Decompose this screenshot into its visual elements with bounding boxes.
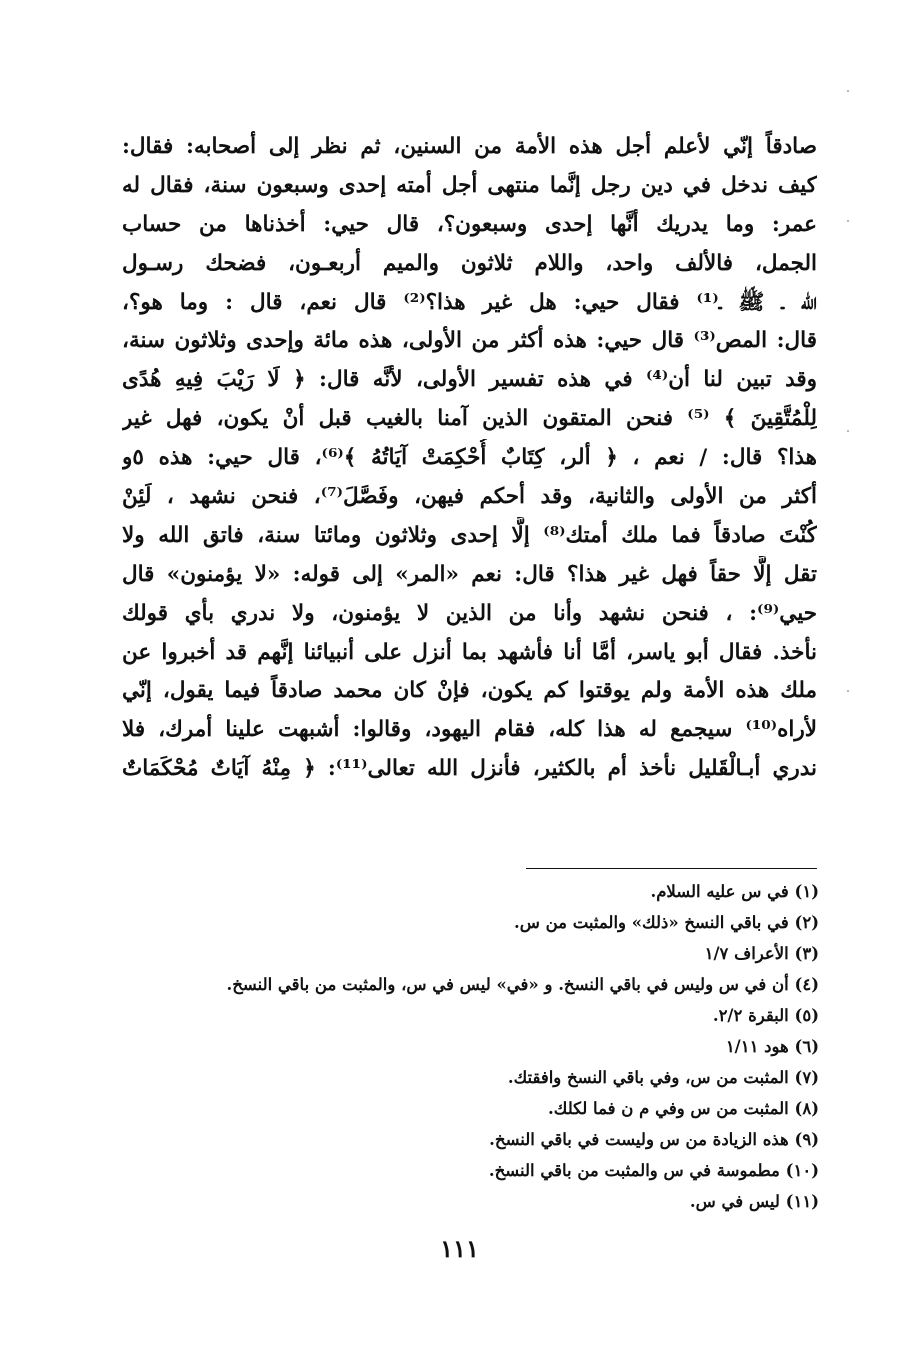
text-line: عمر: وما يدريك أنَّها إحدى وسبعون؟، قال حيي: أخذناها من حساب: [122, 211, 817, 237]
footnote: (٥) البقرة ٢/٢.: [712, 1006, 819, 1025]
footnote: (١١) ليس في س.: [689, 1192, 819, 1211]
footnotes: [159, 876, 819, 1217]
footnote: (١) في س عليه السلام.: [650, 882, 819, 901]
footnote: (٦) هود ١/١١: [725, 1037, 819, 1056]
footnote: (٣) الأعراف ١/٧: [704, 944, 819, 963]
text-line: صادقاً إنّي لأعلم أجل هذه الأمة من السنين، ثم نظر إلى أصحابه: فقال:: [122, 134, 817, 159]
scan-speck: [847, 430, 849, 432]
text-line: نأخذ. فقال أبو ياسر، أمَّا أنا فأشهد بما أنزل على أنبيائنا إنَّهم قد أخبروا عن: [122, 639, 817, 665]
text-line: قال: المص⁽³⁾ قال حيي: هذه أكثر من الأولى، هذه مائة وإحدى وثلاثون سنة،: [122, 328, 817, 354]
footnote: (١٠) مطموسة في س والمثبت من باقي النسخ.: [488, 1161, 819, 1180]
text-line: لِلْمُتَّقِينَ ﴾ ⁽⁵⁾ فنحن المتقون الذين آمنا بالغيب قبل أنْ يكون، فهل غير: [122, 406, 817, 432]
text-line: تقل إلَّا حقاً فهل غير هذا؟ قال: نعم «المر» إلى قوله: «لا يؤمنون» قال: [122, 561, 817, 587]
text-line: ملك هذه الأمة ولم يوقتوا كم يكون، فإنْ كان محمد صادقاً فيما يقول، إنّي: [122, 678, 817, 704]
footnote: (٨) المثبت من س وفي م ن فما لكلك.: [548, 1099, 819, 1118]
text-line: وقد تبين لنا أن⁽⁴⁾ في هذه تفسير الأولى، لأنَّه قال: ﴿ لَا رَيْبَ فِيهِ هُدًى: [122, 367, 817, 393]
scan-speck: [847, 90, 849, 92]
footnote: (٩) هذه الزيادة من س وليست في باقي النسخ.: [489, 1130, 819, 1149]
main-text: [122, 128, 817, 789]
text-line: كيف ندخل في دين رجل إنَّما منتهى أجل أمته إحدى وسبعون سنة، فقال له: [122, 172, 817, 198]
scan-speck: [847, 220, 849, 222]
text-line: لأراه⁽¹⁰⁾ سيجمع له هذا كله، فقام اليهود، وقالوا: أشبهت علينا أمرك، فلا: [122, 717, 817, 743]
text-line: كُنْتَ صادقاً فما ملك أمتك⁽⁸⁾ إلَّا إحدى وثلاثون ومائتا سنة، فاتق الله ولا: [122, 522, 817, 548]
footnote: (٧) المثبت من س، وفي باقي النسخ وافقتك.: [507, 1068, 819, 1087]
text-line: حيي⁽⁹⁾: ، فنحن نشهد وأنا من الذين لا يؤمنون، ولا ندري بأي قولك: [122, 600, 817, 626]
text-line: الله ـ ﷺ ـ⁽¹⁾ فقال حيي: هل غير هذا؟⁽²⁾ قال نعم، قال : وما هو؟،: [122, 289, 817, 315]
footnote: (٤) أن في س وليس في باقي النسخ. و «في» ليس في س، والمثبت من باقي النسخ.: [226, 975, 819, 994]
footnote: (٢) في باقي النسخ «ذلك» والمثبت من س.: [513, 913, 819, 932]
scan-speck: [847, 690, 849, 692]
footnote-divider: [526, 868, 817, 869]
text-line: أكثر من الأولى والثانية، وقد أحكم فيهن، وفَصَّلَ⁽⁷⁾، فنحن نشهد ، لَئِنْ: [122, 484, 817, 510]
text-line: الجمل، فالألف واحد، واللام ثلاثون والميم أربعـون، فضحك رسـول: [122, 250, 817, 276]
page-number: ١١١: [440, 1234, 479, 1263]
text-line: ندري أبـالْقَليل نأخذ أم بالكثير، فأنزل الله تعالى⁽¹¹⁾: ﴿ مِنْهُ آيَاتٌ مُحْكَمَاتٌ: [122, 756, 817, 782]
text-line: هذا؟ قال: / نعم ، ﴿ ألر، كِتَابٌ أُحْكِمَتْ آيَاتُهُ ﴾⁽⁶⁾، قال حيي: هذه ٥و: [122, 445, 817, 471]
